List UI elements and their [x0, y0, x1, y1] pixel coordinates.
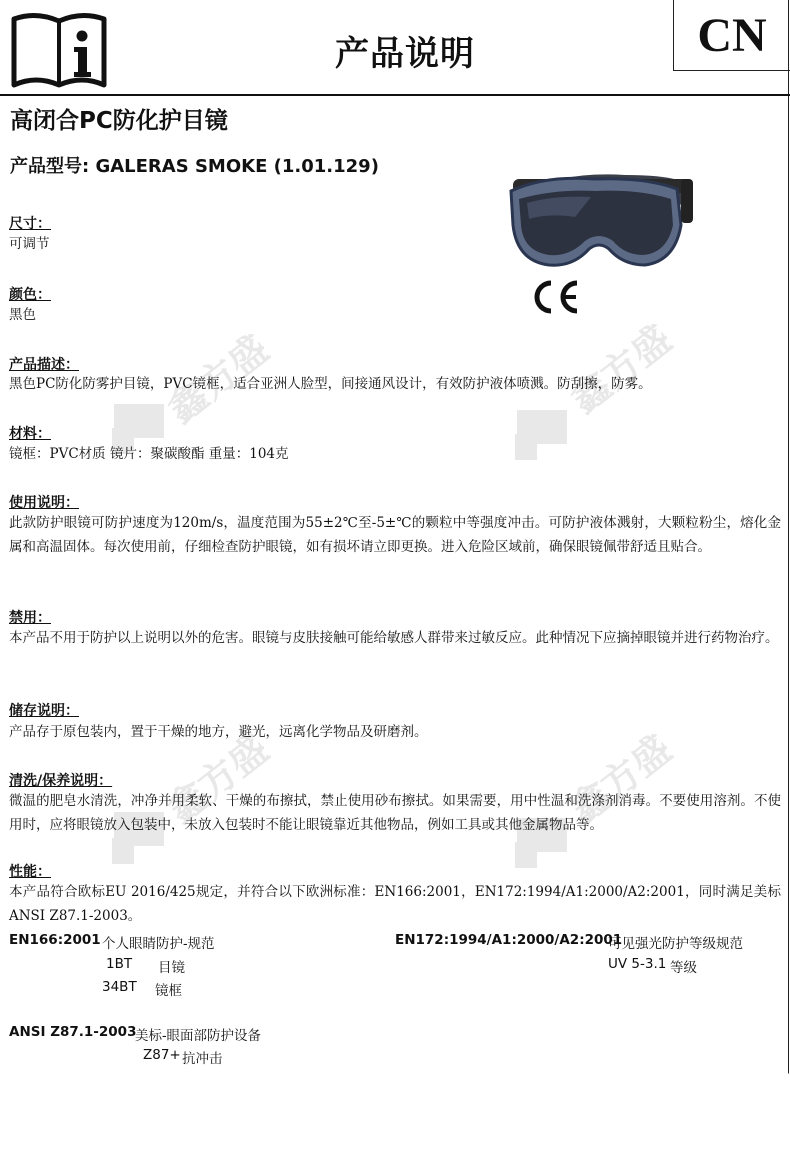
usage-text: 此款防护眼镜可防护速度为120m/s，温度范围为55±2℃至-5±℃的颗粒中等强度冲击。可防护液体溅射，大颗粒粉尘，熔化金属和高温固体。每次使用前，仔细检查防护眼镜，如有损坏请立即更换。进入危险区域前，确保眼镜佩带舒适且贴合。 — [9, 515, 781, 555]
prohibited-heading: 禁用： — [9, 610, 51, 626]
color-text: 黑色 — [9, 307, 36, 323]
size-heading: 尺寸： — [9, 216, 51, 232]
header-divider — [0, 94, 790, 96]
color-heading: 颜色： — [9, 287, 51, 303]
usage-heading: 使用说明： — [9, 495, 79, 511]
description-text: 黑色PC防化防雾护目镜，PVC镜框，适合亚洲人脸型，间接通风设计，有效防护液体喷溅。防刮擦，防雾。 — [9, 376, 652, 392]
ansi-row-code: Z87+ — [143, 1047, 181, 1063]
description-heading: 产品描述： — [9, 357, 79, 373]
goggles-image — [505, 165, 695, 273]
prohibited-text: 本产品不用于防护以上说明以外的危害。眼镜与皮肤接触可能给敏感人群带来过敏反应。此种情况下应摘掉眼镜并进行药物治疗。 — [9, 630, 779, 646]
en172-row-desc: 等级 — [670, 960, 697, 976]
svg-text:鑫方盛: 鑫方盛 — [159, 326, 277, 432]
en166-row-desc: 目镜 — [158, 960, 185, 976]
storage-heading: 储存说明： — [9, 703, 79, 719]
product-name: 高闭合PC防化护目镜 — [10, 108, 228, 134]
svg-text:鑫方盛: 鑫方盛 — [562, 316, 680, 422]
storage-text: 产品存于原包装内，置于干燥的地方，避光，远离化学物品及研磨剂。 — [9, 724, 428, 740]
cleaning-text: 微温的肥皂水清洗，冲净并用柔软、干燥的布擦拭，禁止使用砂布擦拭。如果需要，用中性温和洗涤剂消毒。不要使用溶剂。不使用时，应将眼镜放入包装中，未放入包装时不能让眼镜靠近其他物品，例如工具或其他金属物品等。 — [9, 793, 781, 833]
en166-desc: 个人眼睛防护-规范 — [102, 936, 215, 952]
en172-desc: 可见强光防护等级规范 — [608, 936, 743, 952]
ansi-desc: 美标-眼面部防护设备 — [135, 1028, 262, 1044]
en166-row-desc: 镜框 — [155, 983, 182, 999]
performance-text: 本产品符合欧标EU 2016/425规定，并符合以下欧洲标准：EN166:2001，EN172:1994/A1:2000/A2:2001，同时满足美标ANSI Z87.1-2003。 — [9, 884, 781, 924]
en166-row-code: 34BT — [102, 979, 137, 995]
product-model: 产品型号: GALERAS SMOKE (1.01.129) — [10, 156, 379, 177]
svg-text:鑫方盛: 鑫方盛 — [159, 726, 277, 832]
document-title: 产品说明 — [335, 34, 475, 74]
ansi-code: ANSI Z87.1-2003 — [9, 1024, 137, 1040]
material-text: 镜框：PVC材质 镜片：聚碳酸酯 重量：104克 — [9, 446, 289, 462]
svg-text:鑫方盛: 鑫方盛 — [562, 726, 680, 832]
en166-row-code: 1BT — [106, 956, 133, 972]
info-book-icon — [10, 9, 108, 89]
en172-code: EN172:1994/A1:2000/A2:2001 — [395, 932, 623, 948]
ansi-row-desc: 抗冲击 — [182, 1051, 223, 1067]
language-code-box: CN — [673, 0, 790, 71]
en166-code: EN166:2001 — [9, 932, 101, 948]
cleaning-heading: 清洗/保养说明： — [9, 773, 113, 789]
material-heading: 材料： — [9, 426, 51, 442]
en172-row-code: UV 5-3.1 — [608, 956, 667, 972]
size-text: 可调节 — [9, 236, 50, 252]
performance-heading: 性能： — [9, 864, 51, 880]
